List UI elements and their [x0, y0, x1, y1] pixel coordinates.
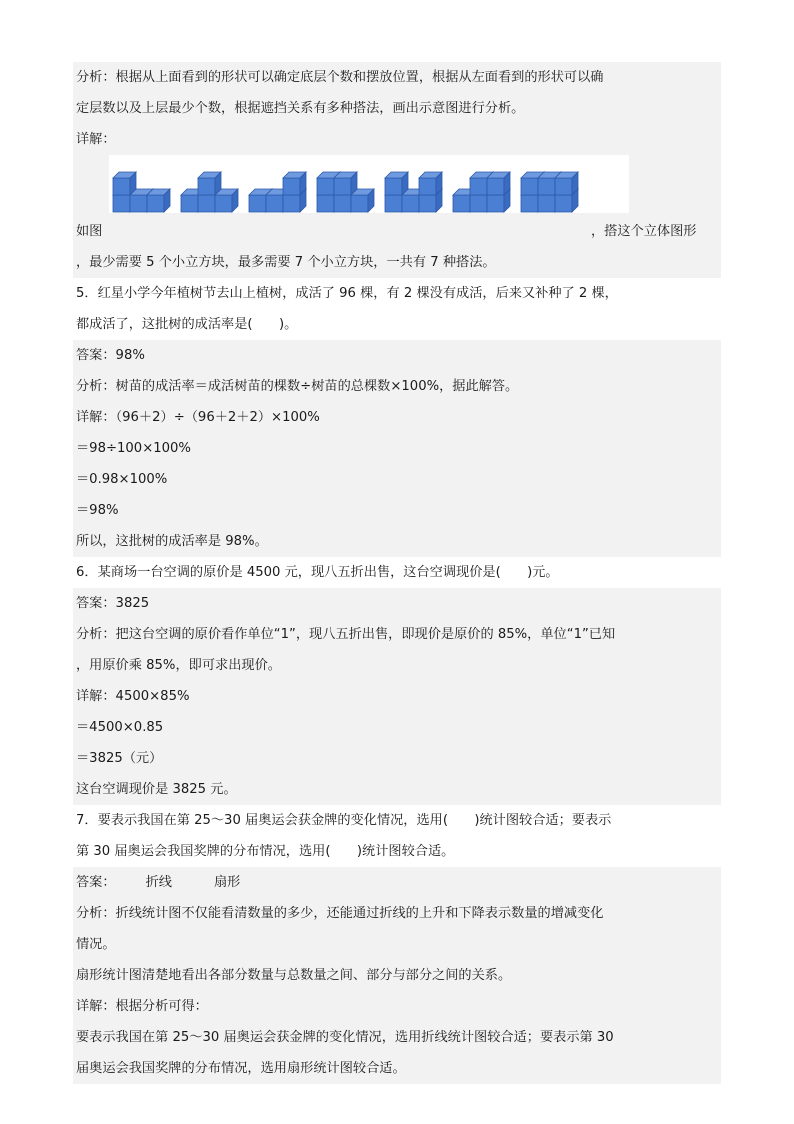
q7-detail-line-2: 届奥运会我国奖牌的分布情况，选用扇形统计图较合适。: [73, 1053, 721, 1084]
cube-front-face: [317, 195, 334, 212]
cube-stack-figure-4: [317, 172, 374, 212]
cube-stack-figure-3: [249, 172, 306, 212]
cube-front-face: [198, 178, 215, 195]
q6-detail-1: 详解：4500×85%: [73, 681, 721, 712]
q7-answer-label: 答案：: [76, 875, 116, 890]
cube-front-face: [181, 195, 198, 212]
q5-answer: 答案：98%: [73, 340, 721, 371]
figure-lead-text: 如图: [76, 224, 103, 239]
q6-analysis-line-2: ，用原价乘 85%，即可求出现价。: [73, 650, 721, 681]
cube-front-face: [470, 178, 487, 195]
q7-analysis-line-1: 分析：折线统计图不仅能看清数量的多少，还能通过折线的上升和下降表示数量的增减变化: [73, 898, 721, 929]
cube-front-face: [555, 178, 572, 195]
cube-front-face: [487, 195, 504, 212]
cube-front-face: [113, 178, 130, 195]
cube-front-face: [283, 178, 300, 195]
q7-answer-2: 扇形: [213, 875, 241, 890]
cube-stack-figure-5: [385, 172, 442, 212]
cube-front-face: [453, 195, 470, 212]
q6-detail-2: ＝4500×0.85: [73, 712, 721, 743]
cube-front-face: [385, 178, 402, 195]
cube-front-face: [487, 178, 504, 195]
q7-question-line-2: 第 30 届奥运会我国奖牌的分布情况，选用( )统计图较合适。: [76, 844, 455, 859]
q5-detail-2: ＝98÷100×100%: [73, 433, 721, 464]
document-page: [73, 62, 721, 1084]
q6-question: 6．某商场一台空调的原价是 4500 元，现八五折出售，这台空调现价是( )元。: [76, 565, 559, 580]
figure-tail-text: ，搭这个立体图形: [591, 224, 697, 239]
q5-detail-3: ＝0.98×100%: [73, 464, 721, 495]
cube-front-face: [113, 195, 130, 212]
q6-detail-3: ＝3825（元）: [73, 743, 721, 774]
cube-front-face: [249, 195, 266, 212]
cube-stacks-illustration: [111, 160, 586, 214]
cube-front-face: [351, 195, 368, 212]
cube-front-face: [521, 178, 538, 195]
q6-answer: 答案：3825: [73, 588, 721, 619]
q6-analysis-line-1: 分析：把这台空调的原价看作单位“1”，现八五折出售，即现价是原价的 85%，单位“1”已知: [73, 619, 721, 650]
cube-front-face: [317, 178, 334, 195]
figure-row: [73, 155, 721, 247]
q7-analysis-line-2: 情况。: [73, 929, 721, 960]
q6-conclusion: 这台空调现价是 3825 元。: [73, 774, 721, 805]
q5-question-line-2: 都成活了，这批树的成活率是( )。: [76, 317, 298, 332]
cube-front-face: [419, 178, 436, 195]
cube-front-face: [147, 195, 164, 212]
q5-conclusion: 所以，这批树的成活率是 98%。: [73, 526, 721, 557]
cube-stack-figure-6: [453, 172, 510, 212]
intro-analysis-line-2: 定层数以及上层最少个数，根据遮挡关系有多种搭法，画出示意图进行分析。: [73, 93, 721, 124]
q5-question-line-1: 5．红星小学今年植树节去山上植树，成活了 96 棵，有 2 棵没有成活，后来又补种了 2 棵，: [76, 286, 618, 301]
cube-front-face: [402, 195, 419, 212]
q7-detail-line-1: 要表示我国在第 25～30 届奥运会获金牌的变化情况，选用折线统计图较合适；要表示第 30: [73, 1022, 721, 1053]
cube-front-face: [283, 195, 300, 212]
q7-question-line-1: 7．要表示我国在第 25～30 届奥运会获金牌的变化情况，选用( )统计图较合适；要表示: [76, 813, 612, 828]
q7-answer-1: 折线: [145, 875, 172, 890]
cube-front-face: [198, 195, 215, 212]
q7-analysis-line-3: 扇形统计图清楚地看出各部分数量与总数量之间、部分与部分之间的关系。: [73, 960, 721, 991]
cube-front-face: [334, 178, 351, 195]
cube-stack-figure-2: [181, 172, 238, 212]
cube-front-face: [555, 195, 572, 212]
cube-stack-figure-1: [113, 172, 170, 212]
cube-front-face: [130, 195, 147, 212]
cube-front-face: [419, 195, 436, 212]
cube-front-face: [215, 195, 232, 212]
q5-detail-4: ＝98%: [73, 495, 721, 526]
cube-stack-figure-7: [521, 172, 578, 212]
cube-front-face: [521, 195, 538, 212]
cube-front-face: [266, 195, 283, 212]
cube-front-face: [385, 195, 402, 212]
cube-front-face: [538, 195, 555, 212]
intro-detail-label: 详解：: [73, 124, 721, 155]
intro-conclusion: ，最少需要 5 个小立方块，最多需要 7 个小立方块，一共有 7 种搭法。: [73, 247, 721, 278]
intro-analysis-line-1: 分析：根据从上面看到的形状可以确定底层个数和摆放位置，根据从左面看到的形状可以确: [73, 62, 721, 93]
cube-front-face: [334, 195, 351, 212]
cube-front-face: [470, 195, 487, 212]
q7-detail-label: 详解：根据分析可得：: [73, 991, 721, 1022]
q5-detail-1: 详解：（96＋2）÷（96＋2＋2）×100%: [73, 402, 721, 433]
cube-front-face: [538, 178, 555, 195]
q5-analysis: 分析：树苗的成活率＝成活树苗的棵数÷树苗的总棵数×100%，据此解答。: [73, 371, 721, 402]
q7-answer: [73, 867, 721, 898]
